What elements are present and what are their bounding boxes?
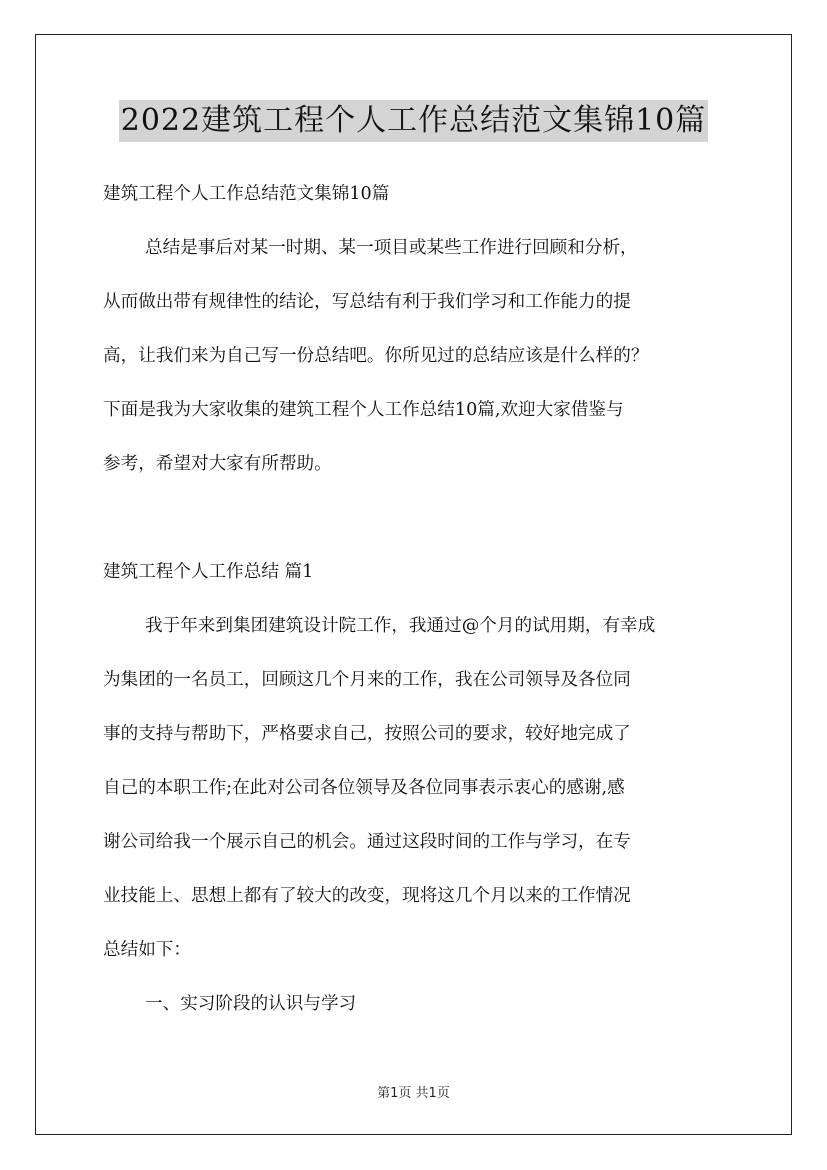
intro-line: 从而做出带有规律性的结论，写总结有利于我们学习和工作能力的提 — [103, 292, 631, 312]
section-line: 自己的本职工作;在此对公司各位领导及各位同事表示衷心的感谢,感 — [103, 778, 625, 798]
section-line: 为集团的一名员工，回顾这几个月来的工作，我在公司领导及各位同 — [103, 670, 631, 690]
section-heading: 建筑工程个人工作总结 篇1 — [103, 562, 314, 582]
section-line: 事的支持与帮助下，严格要求自己，按照公司的要求，较好地完成了 — [103, 724, 631, 744]
subtitle: 建筑工程个人工作总结范文集锦10篇 — [103, 184, 390, 204]
intro-line: 高，让我们来为自己写一份总结吧。你所见过的总结应该是什么样的？ — [103, 346, 649, 366]
paragraph-spacer — [103, 499, 733, 553]
intro-line: 下面是我为大家收集的建筑工程个人工作总结10篇,欢迎大家借鉴与 — [103, 400, 624, 420]
section-line: 业技能上、思想上都有了较大的改变，现将这几个月以来的工作情况 — [103, 886, 631, 906]
section-line: 谢公司给我一个展示自己的机会。通过这段时间的工作与学习，在专 — [103, 832, 631, 852]
page-footer: 第1页 共1页 — [377, 1086, 450, 1101]
intro-line: 参考，希望对大家有所帮助。 — [103, 454, 332, 474]
section-line: 总结如下： — [103, 940, 191, 960]
document-title-text: 2022建筑工程个人工作总结范文集锦10篇 — [119, 100, 709, 142]
document-body — [103, 175, 733, 1039]
document-title — [0, 100, 827, 142]
intro-line: 总结是事后对某一时期、某一项目或某些工作进行回顾和分析， — [145, 238, 638, 258]
section-line: 我于年来到集团建筑设计院工作，我通过@个月的试用期，有幸成 — [145, 616, 656, 636]
subheading: 一、实习阶段的认识与学习 — [145, 994, 357, 1014]
